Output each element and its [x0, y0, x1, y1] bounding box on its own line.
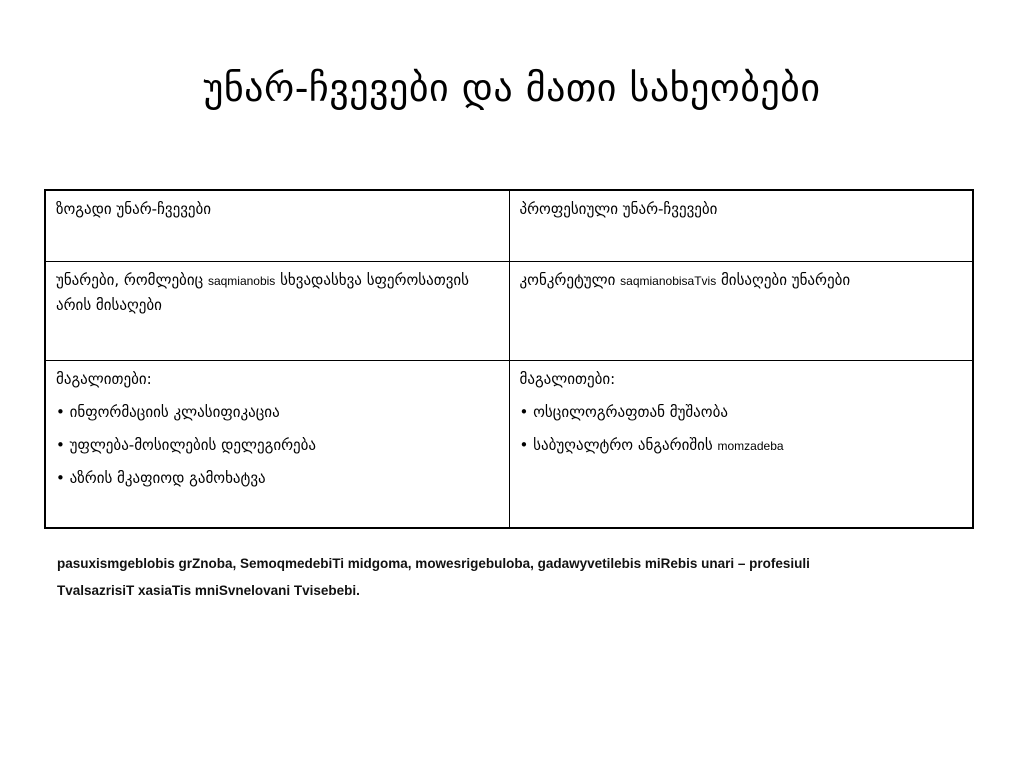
footer-line: TvalsazrisiT xasiaTis mniSvnelovani Tvisebebi.: [57, 583, 360, 598]
examples-heading: მაგალითები:: [519, 369, 616, 388]
definition-latin-word: saqmianobis: [207, 273, 276, 288]
list-item: • ინფორმაციის კლასიფიკაცია: [56, 400, 497, 424]
definition-latin-word: saqmianobisaTvis: [620, 273, 717, 288]
definition-text: უნარები, რომლებიც: [56, 270, 208, 289]
footer-line: pasuxismgeblobis grZnoba, SemoqmedebiTi midgoma, mowesrigebuloba, gadawyvetilebis miRebis unari – profesiuli: [57, 556, 810, 571]
list-item: • ოსცილოგრაფთან მუშაობა: [520, 400, 961, 424]
skills-table: [44, 189, 974, 529]
professional-skills-definition: [509, 261, 973, 360]
examples-list: [56, 400, 497, 490]
list-item: • უფლება-მოსილების დელეგირება: [56, 433, 497, 457]
general-skills-examples: [45, 360, 509, 528]
professional-skills-examples: [509, 360, 973, 528]
general-skills-definition: [45, 261, 509, 360]
definition-text: სხვადასხვა სფეროსათვის არის მისაღები: [56, 270, 470, 314]
table-row: [45, 190, 973, 261]
examples-list: [520, 400, 961, 458]
professional-skills-header: პროფესიული უნარ-ჩვევები: [509, 190, 973, 261]
definition-text: მისაღები უნარები: [716, 270, 851, 289]
list-item: [520, 433, 961, 458]
table-row: [45, 261, 973, 360]
definition-text: კონკრეტული: [519, 270, 621, 289]
table-row: [45, 360, 973, 528]
list-item-text: საბუღალტრო ანგარიშის: [533, 435, 718, 454]
footer-note: [57, 550, 957, 604]
general-skills-header: ზოგადი უნარ-ჩვევები: [45, 190, 509, 261]
list-item: • აზრის მკაფიოდ გამოხატვა: [56, 466, 497, 490]
slide-title: უნარ-ჩვევები და მათი სახეობები: [203, 66, 821, 110]
list-item-latin-word: momzadeba: [717, 438, 784, 453]
examples-heading: მაგალითები:: [56, 369, 152, 388]
